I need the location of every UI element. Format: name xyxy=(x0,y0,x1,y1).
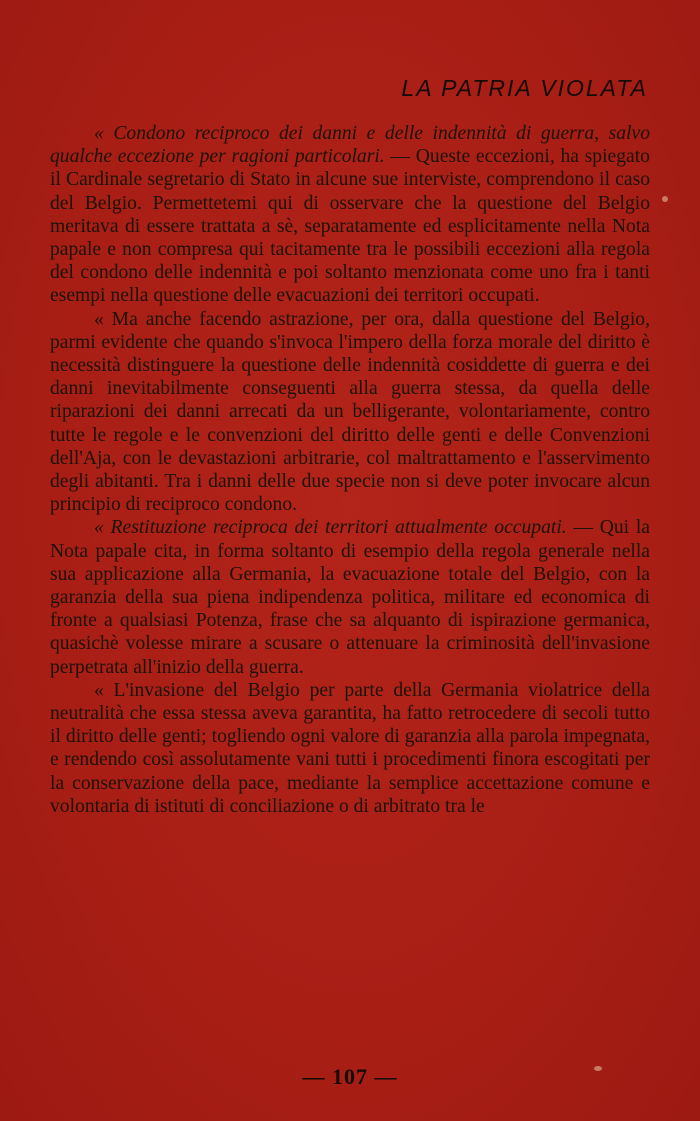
paragraph-text: « Ma anche facendo astrazione, per ora, dalla questione del Belgio, parmi evidente che quando s'invoca l'impero della forza morale del diritto è necessità distinguere la questione delle indennità cosiddette di guerra e dei danni inevitabilmente conseguenti alla guerra stessa, da quella delle riparazioni dei danni arrecati da un belligerante, volontariamente, contro tutte le regole e le convenzioni del diritto delle genti e delle Convenzioni dell'Aja, con le devastazioni arbitrarie, col maltrattamento e l'asservimento degli abitanti. Tra i danni delle due specie non si deve poter invocare alcun principio di reciproco condono. xyxy=(50,308,650,516)
body-text xyxy=(50,122,650,818)
page-number: — 107 — xyxy=(302,1064,398,1089)
italic-lead: « Restituzione reciproca dei territori attualmente occupati. xyxy=(94,517,567,539)
paragraph-text: — Queste eccezioni, ha spiegato il Cardinale segretario di Stato in alcune sue interviste, comprendono il caso del Belgio. Permettetemi qui di osservare che la questione del Belgio meritava di essere trattata a sè, separatamente ed esplicitamente nella Nota papale e non compresa qui tacitamente tra le possibili eccezioni alla regola del condono delle indennità e poi soltanto menzionata come uno fra i tanti esempi nella questione delle evacuazioni dei territori occupati. xyxy=(50,146,650,307)
italic-lead: « Condono reciproco dei danni e delle indennità di guerra, salvo qualche eccezione per ragioni particolari. xyxy=(50,123,650,168)
print-speck xyxy=(662,196,668,202)
paragraph xyxy=(50,516,650,678)
paragraph xyxy=(50,122,650,308)
running-head: LA PATRIA VIOLATA xyxy=(401,75,648,101)
paragraph xyxy=(50,679,650,818)
paragraph-text: « L'invasione del Belgio per parte della Germania violatrice della neutralità che essa stessa aveva garantita, ha fatto retrocedere di secoli tutto il diritto delle genti; togliendo ogni valore di garanzia alla parola impegnata, e rendendo così assolutamente vani tutti i procedimenti finora escogitati per la conservazione della pace, mediante la semplice accettazione comune e volontaria di istituti di conciliazione o di arbitrato tra le xyxy=(50,679,650,817)
paragraph-text: — Qui la Nota papale cita, in forma soltanto di esempio della regola generale nella sua applicazione alla Germania, la evacuazione totale del Belgio, con la garanzia della sua piena indipendenza politica, militare ed economica di fronte a qualsiasi Potenza, frase che sa alquanto di ispirazione germanica, quasichè volesse mirare a scusare o attenuare la criminosità dell'invasione perpetrata all'inizio della guerra. xyxy=(50,517,651,678)
print-speck xyxy=(594,1066,602,1071)
paragraph xyxy=(50,308,650,517)
